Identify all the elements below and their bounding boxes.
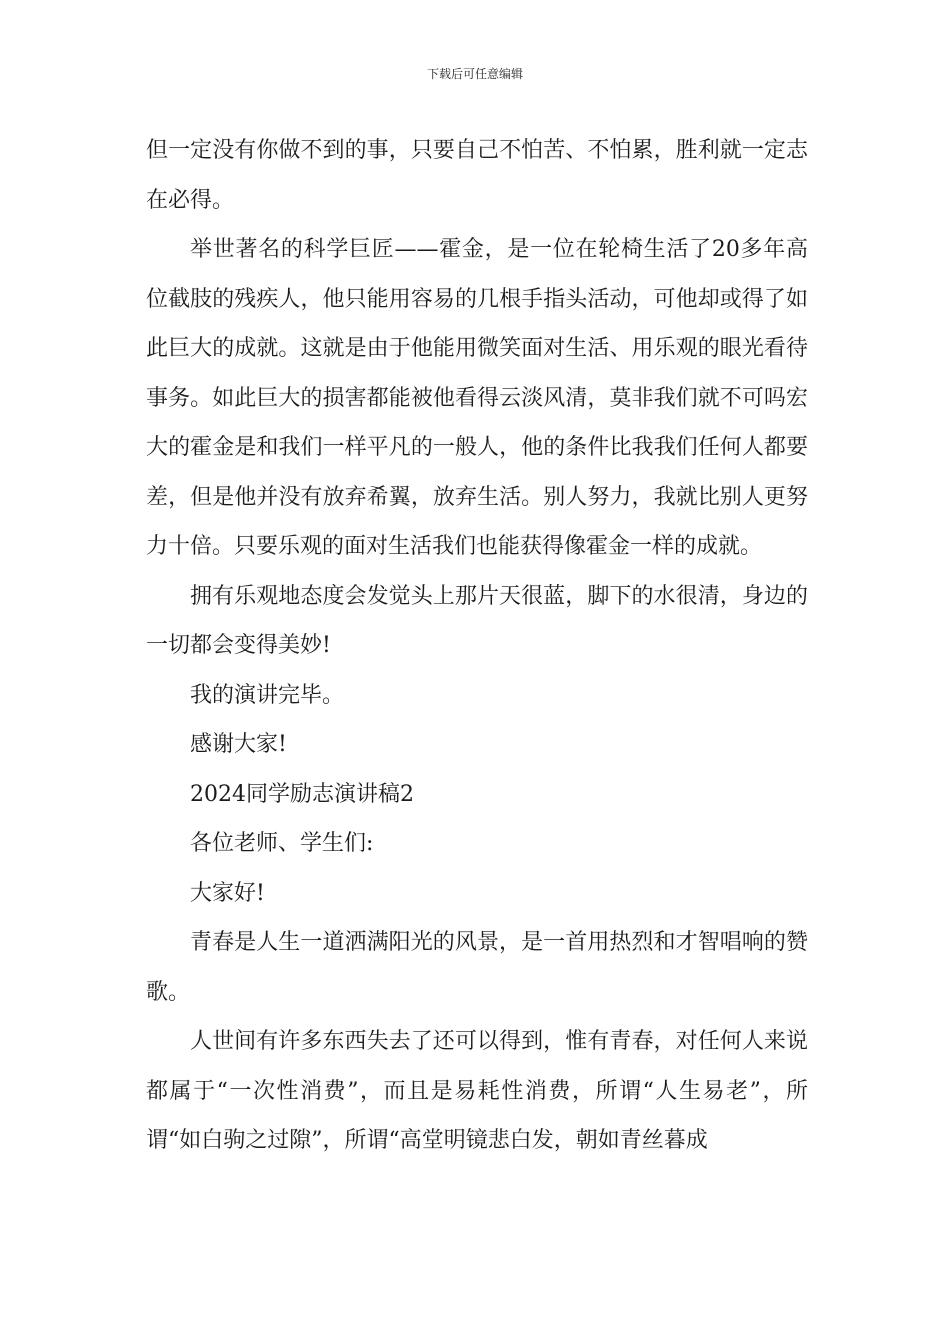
paragraph-hawking: 举世著名的科学巨匠——霍金，是一位在轮椅生活了20多年高位截肢的残疾人，他只能用容易的几根手指头活动，可他却或得了如此巨大的成就。这就是由于他能用微笑面对生活、用乐观的眼光看待事务。如此巨大的损害都能被他看得云淡风清，莫非我们就不可吗宏大的霍金是和我们一样平凡的一般人，他的条件比我我们任何人都要差，但是他并没有放弃希翼，放弃生活。别人努力，我就比别人更努力十倍。只要乐观的面对生活我们也能获得像霍金一样的成就。 [146,237,808,559]
paragraph-optimism: 拥有乐观地态度会发觉头上那片天很蓝，脚下的水很清，身边的一切都会变得美妙! [146,583,808,658]
paragraph-youth: 青春是人生一道洒满阳光的风景，是一首用热烈和才智唱响的赞歌。 [146,930,808,1005]
salutation-line: 各位老师、学生们: [190,831,374,856]
greeting-line: 大家好! [190,880,265,906]
speech-end-line: 我的演讲完毕。 [190,682,345,708]
paragraph-youth-once: 人世间有许多东西失去了还可以得到，惟有青春，对任何人来说都属于“一次性消费”，而且是易耗性消费，所谓“人生易老”，所谓“如白驹之过隙”，所谓“高堂明镜悲白发，朝如青丝暮成 [146,1029,808,1153]
section-title: 2024同学励志演讲稿2 [190,781,414,807]
paragraph-continuation: 但一定没有你做不到的事，只要自己不怕苦、不怕累，胜利就一定志在必得。 [146,138,808,213]
page-header-note: 下载后可任意编辑 [426,67,523,81]
document-body [146,126,808,1166]
thanks-line: 感谢大家! [190,732,287,757]
